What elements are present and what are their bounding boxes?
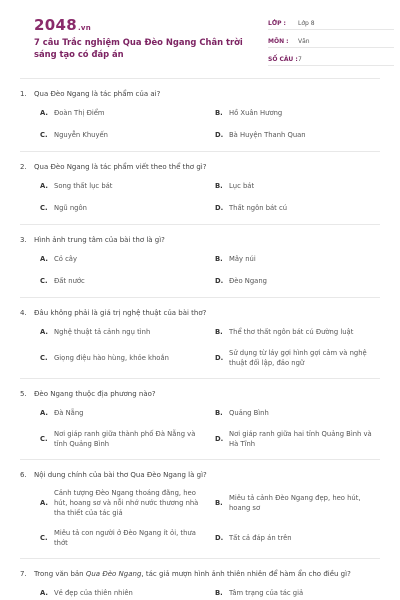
option-label: D. (215, 204, 224, 212)
question-number: 1. (20, 90, 27, 98)
options-row (20, 129, 380, 141)
options-row (20, 528, 380, 548)
option-label: D. (215, 354, 224, 362)
option-text: Quảng Bình (229, 409, 269, 417)
option-text: Thất ngôn bát cú (229, 204, 288, 212)
options-row (20, 275, 380, 287)
meta-grade (268, 15, 394, 30)
option-label: D. (215, 435, 224, 443)
option-text: Nơi giáp ranh giữa thành phố Đà Nẵng và tỉnh Quảng Bình (54, 430, 196, 448)
question-2 (14, 152, 386, 214)
options-row (20, 429, 380, 449)
option-text: Sử dụng từ láy gợi hình gợi cảm và nghệ thuật đối lập, đảo ngữ (229, 349, 367, 367)
option-text: Cảnh tượng Đèo Ngang thoáng đãng, heo hút, hoang sơ và nỗi nhớ nước thương nhà tha thiết của tác giả (54, 489, 199, 517)
option-text: Tâm trạng của tác giả (229, 589, 304, 597)
question-number: 6. (20, 471, 27, 479)
option-b[interactable] (215, 407, 390, 419)
option-b[interactable] (215, 587, 390, 599)
question-prompt: Đâu không phải là giá trị nghệ thuật của bài thơ? (34, 309, 207, 317)
question-text (20, 379, 380, 399)
question-4 (14, 298, 386, 368)
site-logo-tld: .vn (77, 24, 92, 32)
option-b[interactable] (215, 253, 390, 265)
option-c[interactable] (40, 202, 215, 214)
question-prompt: Đèo Ngang thuộc địa phương nào? (34, 390, 156, 398)
option-label: C. (40, 204, 48, 212)
option-text: Cỏ cây (54, 255, 77, 263)
options-row (20, 253, 380, 265)
options-row (20, 587, 380, 599)
option-d[interactable] (215, 348, 390, 368)
question-prompt-start: Trong văn bản (34, 570, 86, 578)
option-c[interactable] (40, 275, 215, 287)
option-a[interactable] (40, 407, 215, 419)
question-6 (14, 460, 386, 548)
option-text: Thể thơ thất ngôn bát cú Đường luật (229, 328, 354, 336)
option-label: B. (215, 109, 223, 117)
option-text: Nguyễn Khuyến (54, 131, 108, 139)
option-label: C. (40, 131, 48, 139)
option-b[interactable] (215, 326, 390, 338)
option-label: D. (215, 131, 224, 139)
option-b[interactable] (215, 107, 390, 119)
option-text: Giọng điệu hào hùng, khỏe khoắn (54, 354, 169, 362)
question-3 (14, 225, 386, 287)
question-text (20, 152, 380, 172)
option-label: D. (215, 277, 224, 285)
option-d[interactable] (215, 429, 390, 449)
option-b[interactable] (215, 488, 390, 518)
meta-label: SỐ CÂU : (268, 56, 298, 63)
question-number: 4. (20, 309, 27, 317)
option-text: Nghệ thuật tả cảnh ngụ tình (54, 328, 151, 336)
options-row (20, 488, 380, 518)
meta-value: Lớp 8 (298, 20, 315, 27)
option-a[interactable] (40, 488, 215, 518)
option-b[interactable] (215, 180, 390, 192)
option-text: Lục bát (229, 182, 255, 190)
option-c[interactable] (40, 429, 215, 449)
option-label: C. (40, 534, 48, 542)
option-label: A. (40, 109, 48, 117)
option-text: Hồ Xuân Hương (229, 109, 283, 117)
question-number: 3. (20, 236, 27, 244)
option-text: Đèo Ngang (229, 277, 267, 285)
options-row (20, 407, 380, 419)
question-text (20, 460, 380, 480)
option-label: A. (40, 409, 48, 417)
meta-value: 7 (298, 56, 302, 63)
meta-value: Văn (298, 38, 310, 45)
options-row (20, 348, 380, 368)
meta-label: MÔN : (268, 38, 289, 45)
option-label: C. (40, 435, 48, 443)
option-text: Song thất lục bát (54, 182, 113, 190)
option-label: A. (40, 255, 48, 263)
options-row (20, 202, 380, 214)
option-a[interactable] (40, 107, 215, 119)
option-label: C. (40, 354, 48, 362)
option-text: Vẻ đẹp của thiên nhiên (54, 589, 133, 597)
option-a[interactable] (40, 253, 215, 265)
option-label: D. (215, 534, 224, 542)
option-text: Miêu tả con người ở Đèo Ngang ít ỏi, thưa thớt (54, 529, 196, 547)
option-text: Mây núi (229, 255, 256, 263)
option-label: A. (40, 589, 48, 597)
option-text: Tất cả đáp án trên (229, 534, 292, 542)
options-row (20, 180, 380, 192)
question-prompt (34, 569, 351, 579)
document-header (14, 0, 386, 78)
option-text: Bà Huyện Thanh Quan (229, 131, 306, 139)
option-d[interactable] (215, 275, 390, 287)
meta-label: LỚP : (268, 20, 286, 27)
option-label: A. (40, 499, 48, 507)
question-number: 7. (20, 570, 27, 578)
document-title: 7 câu Trắc nghiệm Qua Đèo Ngang Chân trời sáng tạo có đáp án (34, 37, 243, 59)
options-row (20, 326, 380, 338)
question-1 (14, 79, 386, 141)
meta-question-count (268, 51, 394, 66)
option-a[interactable] (40, 180, 215, 192)
question-text (20, 559, 380, 579)
option-label: B. (215, 499, 223, 507)
option-text: Miêu tả cảnh Đèo Ngang đẹp, heo hút, hoang sơ (229, 494, 361, 512)
question-prompt: Qua Đèo Ngang là tác phẩm của ai? (34, 90, 161, 98)
question-text (20, 225, 380, 245)
options-row (20, 107, 380, 119)
question-prompt-title: Qua Đèo Ngang (85, 570, 142, 578)
option-c[interactable] (40, 348, 215, 368)
document-meta (268, 15, 394, 69)
question-prompt: Hình ảnh trung tâm của bài thơ là gì? (34, 236, 165, 244)
option-c[interactable] (40, 528, 215, 548)
question-number: 2. (20, 163, 27, 171)
option-d[interactable] (215, 528, 390, 548)
question-5 (14, 379, 386, 449)
site-logo-text: 2048 (34, 16, 77, 34)
option-a[interactable] (40, 326, 215, 338)
option-text: Nơi giáp ranh giữa hai tỉnh Quảng Bình và Hà Tĩnh (229, 430, 372, 448)
option-label: B. (215, 182, 223, 190)
option-text: Đà Nẵng (54, 409, 84, 417)
question-number: 5. (20, 390, 27, 398)
option-label: B. (215, 255, 223, 263)
question-text (20, 79, 380, 99)
option-text: Đoàn Thị Điểm (54, 109, 105, 117)
option-label: B. (215, 409, 223, 417)
option-d[interactable] (215, 202, 390, 214)
question-text (20, 298, 380, 318)
question-prompt: Nội dung chính của bài thơ Qua Đèo Ngang là gì? (34, 471, 207, 479)
option-label: A. (40, 182, 48, 190)
question-7 (14, 559, 386, 599)
option-text: Đất nước (54, 277, 85, 285)
option-label: B. (215, 589, 223, 597)
option-label: B. (215, 328, 223, 336)
option-label: C. (40, 277, 48, 285)
question-prompt-end: , tác giả mượn hình ảnh thiên nhiên để hàm ẩn cho điều gì? (141, 570, 351, 578)
question-prompt: Qua Đèo Ngang là tác phẩm viết theo thể thơ gì? (34, 163, 207, 171)
option-label: A. (40, 328, 48, 336)
option-text: Ngũ ngôn (54, 204, 87, 212)
meta-subject (268, 33, 394, 48)
option-d[interactable] (215, 129, 390, 141)
site-logo[interactable] (34, 16, 91, 34)
option-c[interactable] (40, 129, 215, 141)
option-a[interactable] (40, 587, 215, 599)
